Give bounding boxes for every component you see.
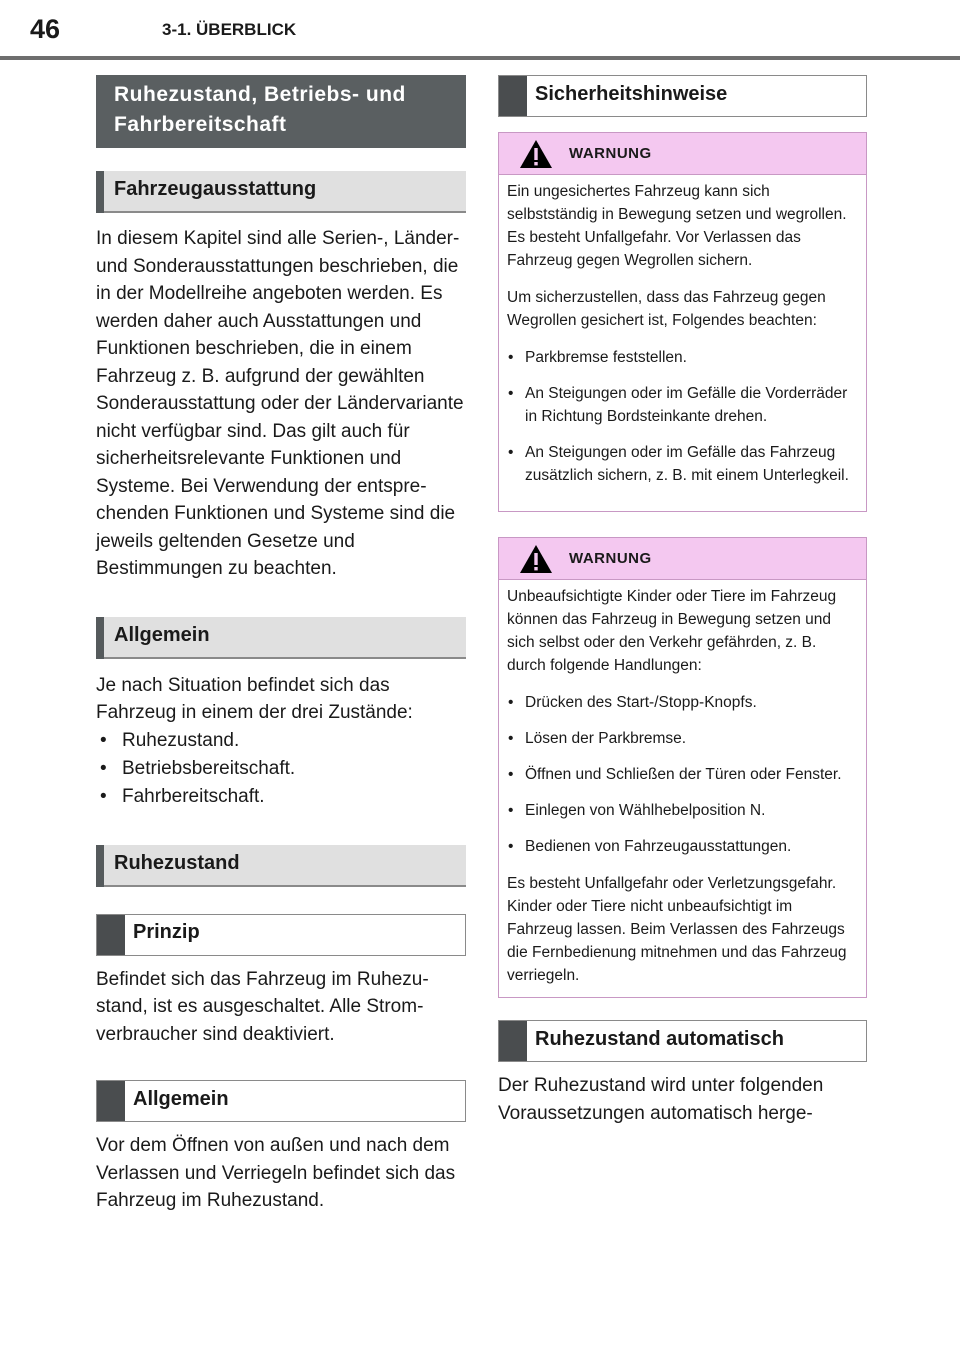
heading-sicherheitshinweise <box>498 75 867 117</box>
header-divider <box>0 56 960 60</box>
list-item: • Ruhezustand. <box>96 727 466 755</box>
heading-prinzip-label: Prinzip <box>133 921 200 943</box>
heading-ruhezustand-automatisch-label: Ruhezustand automatisch <box>535 1027 784 1050</box>
heading-marker <box>499 76 527 116</box>
allgemein-intro: Je nach Situation befindet sich das Fahrzeug in einem der drei Zustände: <box>96 674 413 723</box>
heading-allgemein: Allgemein <box>96 617 466 659</box>
warning-list <box>507 691 854 858</box>
right-column <box>498 75 867 1127</box>
warning-header <box>499 538 866 580</box>
fahrzeugausstattung-text: In diesem Kapitel sind alle Serien-, Länder- und Sonderausstattungen beschrieben, die in der Modellreihe angeboten werden. Es werden daher auch Ausstattungen und Funktionen beschrieben, die in einem Fahrzeug z. B. aufgrund der gewählten Sonderausstattung oder der Ländervariante nicht verfügbar sind. Das gilt auch für sicherheitsrelevante Funktionen und Systeme. Bei Verwendung der entsprechenden Funktionen und Systeme sind die jeweils geltenden Gesetze und Bestimmungen zu beachten. <box>96 228 464 579</box>
heading-prinzip <box>96 914 466 956</box>
heading-marker <box>97 1081 125 1121</box>
warning-label: WARNUNG <box>569 550 652 567</box>
list-item: • Betriebsbereitschaft. <box>96 755 466 783</box>
warning-paragraph: Ein ungesichertes Fahrzeug kann sich selbstständig in Bewegung setzen und wegrollen. Es besteht Unfallgefahr. Vor Verlassen das Fahrzeug gegen Wegrollen sichern. <box>507 183 847 269</box>
list-item: • Fahrbereitschaft. <box>96 783 466 811</box>
warning-header <box>499 133 866 175</box>
warning-paragraph: Es besteht Unfallgefahr oder Verletzungsgefahr. Kinder oder Tiere nicht unbeaufsichtigt im Fahrzeug lassen. Beim Verlassen des Fahrzeugs die Fernbedienung mitnehmen und das Fahrzeug verriegeln. <box>507 875 847 984</box>
list-item: • Drücken des Start-/Stopp-Knopfs. <box>507 691 854 714</box>
warning-triangle-icon <box>519 139 553 169</box>
warning-label: WARNUNG <box>569 145 652 162</box>
heading-marker <box>499 1021 527 1061</box>
chapter-title: 3-1. ÜBERBLICK <box>162 20 297 39</box>
section-title: Ruhezustand, Betriebs- und Fahrbereitschaft <box>96 75 466 148</box>
heading-ruhezustand: Ruhezustand <box>96 845 466 887</box>
list-item: • An Steigungen oder im Gefälle das Fahrzeug zusätzlich sichern, z. B. mit einem Unterlegkeil. <box>507 441 854 487</box>
warning-triangle-icon <box>519 544 553 574</box>
warning-box-2 <box>498 537 867 998</box>
list-item: • Öffnen und Schließen der Türen oder Fenster. <box>507 763 854 786</box>
warning-body <box>499 580 866 997</box>
heading-allgemein-2 <box>96 1080 466 1122</box>
warning-body <box>499 175 866 511</box>
heading-ruhezustand-automatisch <box>498 1020 867 1062</box>
zustaende-list <box>96 727 466 811</box>
list-item: • An Steigungen oder im Gefälle die Vorderräder in Richtung Bordsteinkante drehen. <box>507 382 854 428</box>
list-item: • Lösen der Parkbremse. <box>507 727 854 750</box>
warning-box-1 <box>498 132 867 512</box>
warning-paragraph: Um sicherzustellen, dass das Fahrzeug gegen Wegrollen gesichert ist, Folgendes beachten: <box>507 289 826 329</box>
warning-list <box>507 346 854 487</box>
heading-sicherheitshinweise-label: Sicherheitshinweise <box>535 82 728 105</box>
list-item: • Einlegen von Wählhebelposition N. <box>507 799 854 822</box>
list-item: • Parkbremse feststellen. <box>507 346 854 369</box>
page-number: 46 <box>30 14 61 44</box>
heading-marker <box>97 915 125 955</box>
prinzip-text: Befindet sich das Fahrzeug im Ruhezustand, ist es ausgeschaltet. Alle Stromverbraucher sind deaktiviert. <box>96 968 429 1045</box>
heading-allgemein-2-label: Allgemein <box>133 1087 229 1110</box>
warning-paragraph: Unbeaufsichtigte Kinder oder Tiere im Fahrzeug können das Fahrzeug in Bewegung setzen und sich selbst oder den Verkehr gefährden, z. B. durch folgende Handlungen: <box>507 588 837 674</box>
allgemein-2-text: Vor dem Öffnen von außen und nach dem Verlassen und Verriegeln befindet sich das Fahrzeug im Ruhezustand. <box>96 1135 456 1211</box>
left-column <box>96 75 466 1215</box>
list-item: • Bedienen von Fahrzeugausstattungen. <box>507 835 854 858</box>
heading-fahrzeugausstattung: Fahrzeugausstattung <box>96 171 466 213</box>
auto-text: Der Ruhezustand wird unter folgenden Voraussetzungen automatisch herge- <box>498 1075 824 1124</box>
